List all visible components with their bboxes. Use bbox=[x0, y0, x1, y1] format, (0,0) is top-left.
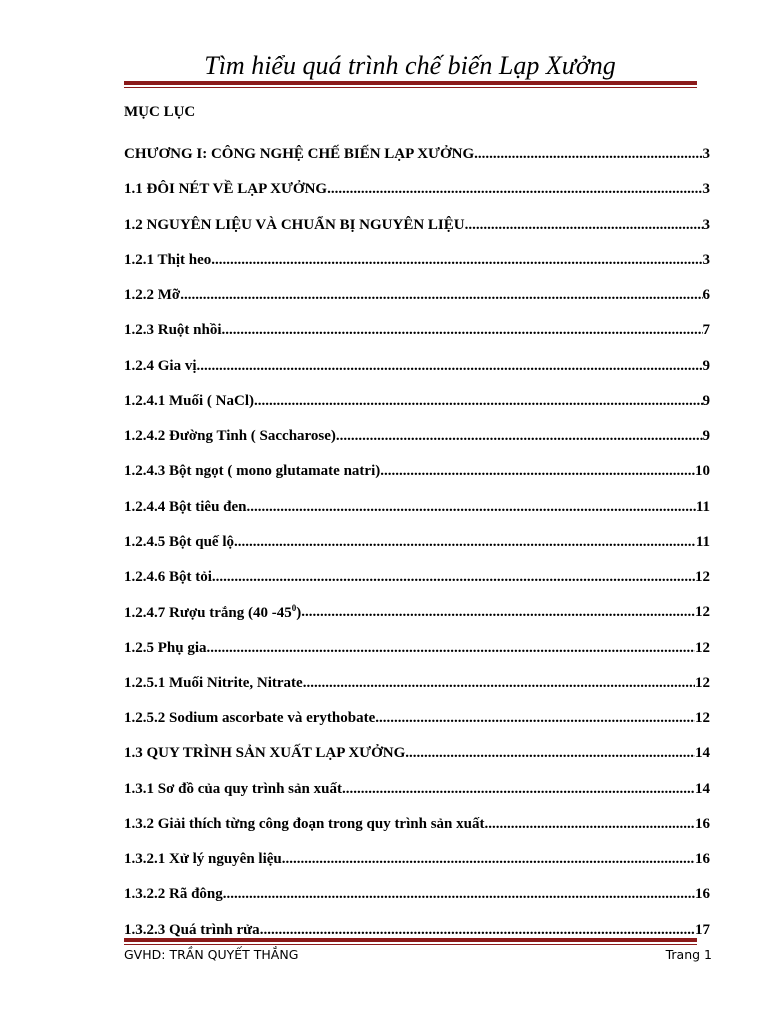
toc-leader-dots bbox=[207, 640, 695, 657]
toc-entry-label: 1.3.2.3 Quá trình rửa bbox=[124, 921, 260, 938]
toc-entry-label: 1.2.3 Ruột nhồi bbox=[124, 322, 222, 339]
toc-entry-label: 1.2.4.4 Bột tiêu đen bbox=[124, 498, 247, 515]
toc-entry[interactable] bbox=[124, 772, 710, 807]
toc-entry[interactable] bbox=[124, 384, 710, 419]
toc-entry-label: CHƯƠNG I: CÔNG NGHỆ CHẾ BIẾN LẠP XƯỞNG bbox=[124, 146, 475, 163]
toc-entry-label: 1.2.4.5 Bột quế lộ bbox=[124, 533, 235, 550]
toc-entry-page: 11 bbox=[695, 533, 710, 550]
toc-leader-dots bbox=[223, 886, 695, 903]
toc-entry-label: 1.2 NGUYÊN LIỆU VÀ CHUẨN BỊ NGUYÊN LIỆU bbox=[124, 216, 465, 233]
toc-leader-dots bbox=[303, 675, 695, 692]
toc-entry-page: 11 bbox=[695, 498, 710, 515]
toc-entry-label: 1.3.1 Sơ đồ của quy trình sản xuất bbox=[124, 780, 342, 797]
toc-leader-dots bbox=[474, 146, 702, 163]
toc-entry-label: 1.3 QUY TRÌNH SẢN XUẤT LẠP XƯỞNG bbox=[124, 745, 406, 762]
toc-entry[interactable] bbox=[124, 490, 710, 525]
toc-leader-dots bbox=[405, 745, 695, 762]
toc-entry-label: 1.2.5.1 Muối Nitrite, Nitrate bbox=[124, 674, 303, 691]
toc-entry-page: 9 bbox=[702, 357, 710, 374]
toc-entry-page: 3 bbox=[702, 181, 710, 198]
toc-entry-page: 12 bbox=[695, 604, 710, 621]
toc-entry-label: 1.2.4.6 Bột tỏi bbox=[124, 569, 212, 586]
toc-entry-page: 3 bbox=[702, 146, 710, 163]
toc-leader-dots bbox=[254, 393, 703, 410]
toc-entry[interactable] bbox=[124, 595, 710, 630]
toc-entry-page: 12 bbox=[695, 674, 710, 691]
toc-leader-dots bbox=[211, 252, 702, 269]
toc-entry-label: 1.2.4.1 Muối ( NaCl) bbox=[124, 392, 254, 409]
toc-entry[interactable] bbox=[124, 419, 710, 454]
toc-entry[interactable] bbox=[124, 313, 710, 348]
toc-entry[interactable] bbox=[124, 525, 710, 560]
toc-entry[interactable] bbox=[124, 631, 710, 666]
toc-leader-dots bbox=[212, 569, 695, 586]
toc-leader-dots bbox=[380, 463, 695, 480]
toc-entry-page: 9 bbox=[702, 428, 710, 445]
toc-entry-page: 6 bbox=[702, 287, 710, 304]
toc-entry-page: 16 bbox=[695, 815, 710, 832]
toc-entry-label: 1.2.4.2 Đường Tinh ( Saccharose) bbox=[124, 428, 336, 445]
toc-entry-page: 12 bbox=[695, 569, 710, 586]
toc-entry-label: 1.2.5 Phụ gia bbox=[124, 639, 207, 656]
toc-entry[interactable] bbox=[124, 666, 710, 701]
toc-entry[interactable] bbox=[124, 701, 710, 736]
toc-leader-dots bbox=[375, 710, 695, 727]
header-rule bbox=[124, 81, 697, 88]
toc-entry-label: 1.2.2 Mỡ bbox=[124, 287, 181, 304]
footer-advisor: GVHD: TRẦN QUYẾT THẮNG bbox=[124, 947, 299, 962]
page-header-title: Tìm hiểu quá trình chế biến Lạp Xưởng bbox=[204, 51, 616, 80]
toc-leader-dots bbox=[180, 287, 702, 304]
toc-entry[interactable] bbox=[124, 137, 710, 172]
toc-leader-dots bbox=[234, 534, 696, 551]
toc-entry-label: 1.2.1 Thịt heo bbox=[124, 251, 212, 268]
toc-entry-page: 17 bbox=[695, 921, 710, 938]
footer-page-number: Trang 1 bbox=[665, 947, 712, 962]
toc-entry-page: 14 bbox=[695, 780, 710, 797]
toc-entry-page: 12 bbox=[695, 639, 710, 656]
toc-leader-dots bbox=[484, 816, 695, 833]
toc-leader-dots bbox=[282, 851, 695, 868]
toc-leader-dots bbox=[260, 922, 695, 939]
toc-entry-label: 1.2.4.3 Bột ngọt ( mono glutamate natri) bbox=[124, 463, 381, 480]
toc-entry[interactable] bbox=[124, 842, 710, 877]
toc-entry-label: 1.2.4 Gia vị bbox=[124, 357, 197, 374]
toc-entry-page: 10 bbox=[695, 463, 710, 480]
toc-leader-dots bbox=[197, 358, 703, 375]
toc-entry-page: 7 bbox=[702, 322, 710, 339]
toc-entry[interactable] bbox=[124, 736, 710, 771]
toc-entry-label: 1.3.2.2 Rã đông bbox=[124, 886, 223, 903]
toc-leader-dots bbox=[336, 428, 703, 445]
toc-entry[interactable] bbox=[124, 243, 710, 278]
toc-entry[interactable] bbox=[124, 560, 710, 595]
toc-leader-dots bbox=[342, 781, 695, 798]
toc-entry-page: 14 bbox=[695, 745, 710, 762]
toc-entry-page: 16 bbox=[695, 886, 710, 903]
toc-entry-page: 9 bbox=[702, 392, 710, 409]
toc-entry-page: 3 bbox=[702, 251, 710, 268]
toc-entry-page: 16 bbox=[695, 851, 710, 868]
page-footer bbox=[124, 946, 712, 964]
toc-entry[interactable] bbox=[124, 454, 710, 489]
toc-entry[interactable] bbox=[124, 278, 710, 313]
table-of-contents bbox=[124, 137, 710, 948]
toc-entry-label: 1.3.2 Giải thích từng công đoạn trong quy trình sản xuất bbox=[124, 815, 485, 832]
toc-entry-label: 1.2.5.2 Sodium ascorbate và erythobate bbox=[124, 710, 376, 727]
toc-entry[interactable] bbox=[124, 208, 710, 243]
toc-entry-label: 1.3.2.1 Xử lý nguyên liệu bbox=[124, 851, 282, 868]
toc-leader-dots bbox=[222, 322, 703, 339]
toc-leader-dots bbox=[465, 217, 703, 234]
toc-entry[interactable] bbox=[124, 877, 710, 912]
toc-entry-page: 12 bbox=[695, 710, 710, 727]
toc-leader-dots bbox=[327, 181, 702, 198]
toc-entry-page: 3 bbox=[702, 216, 710, 233]
toc-entry[interactable] bbox=[124, 172, 710, 207]
toc-entry-label: 1.2.4.7 Rượu trắng (40 $-45^0$) bbox=[124, 603, 302, 622]
toc-entry-label: 1.1 ĐÔI NÉT VỀ LẠP XƯỞNG bbox=[124, 181, 328, 198]
footer-rule bbox=[124, 938, 697, 945]
toc-leader-dots bbox=[247, 499, 696, 516]
toc-entry[interactable] bbox=[124, 807, 710, 842]
toc-leader-dots bbox=[301, 604, 695, 621]
toc-entry[interactable] bbox=[124, 349, 710, 384]
toc-heading: MỤC LỤC bbox=[124, 104, 196, 120]
